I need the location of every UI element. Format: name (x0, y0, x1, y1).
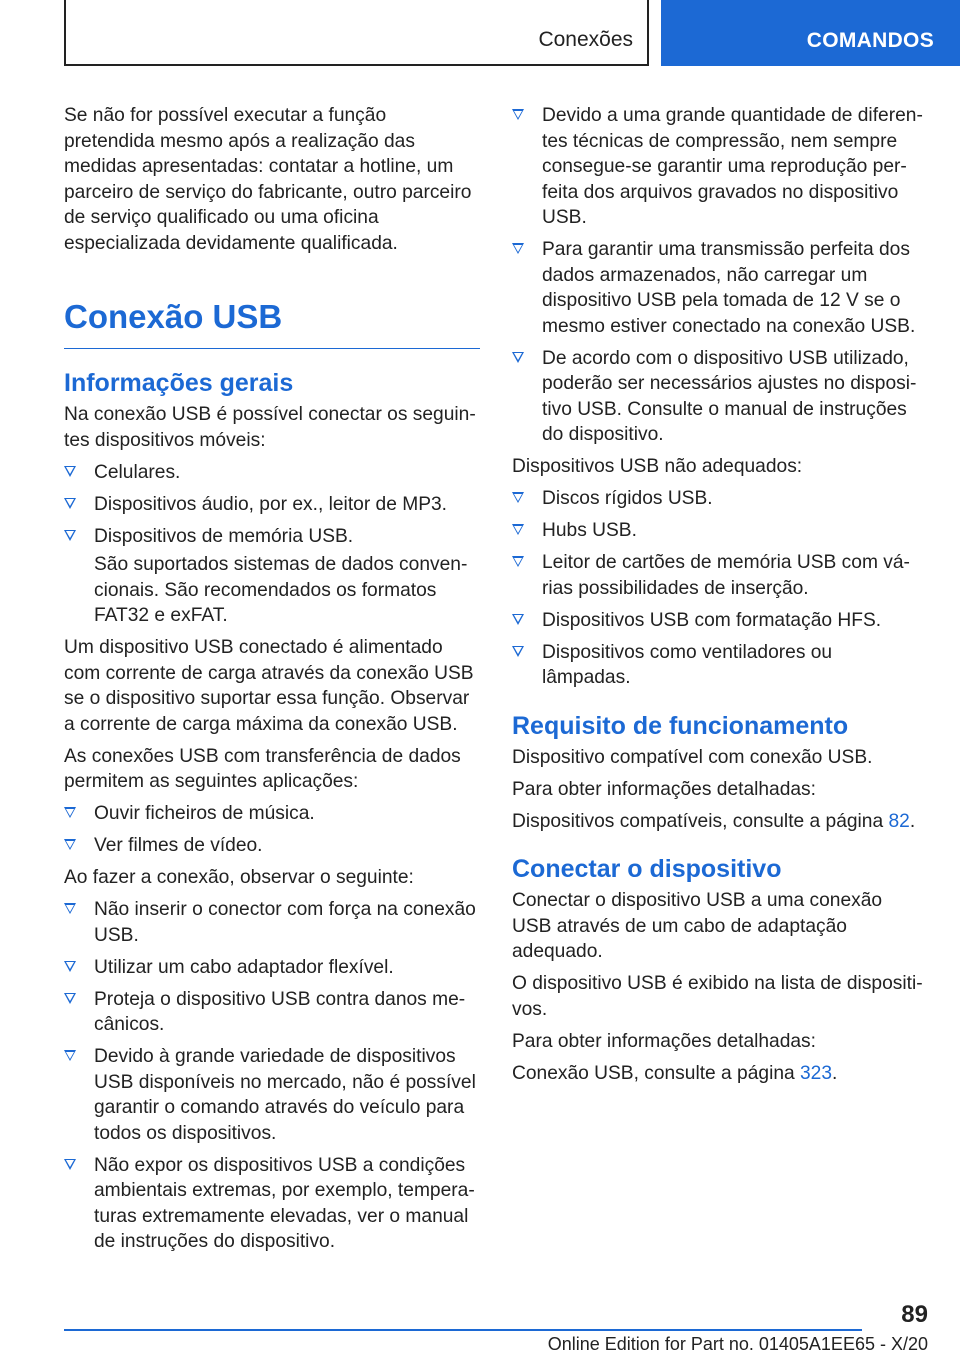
right-column (512, 103, 924, 1093)
paragraph: Para obter informações detalhadas: (512, 1030, 816, 1052)
bullet-triangle-icon (512, 492, 524, 503)
bullet-triangle-icon (64, 466, 76, 477)
bullet-triangle-icon (64, 498, 76, 509)
left-column (64, 103, 480, 1261)
paragraph: Ao fazer a conexão, observar o seguinte: (64, 867, 414, 888)
paragraph: As conexões USB com transferência de dados permitem as seguintes aplicações: (64, 745, 461, 792)
intro-paragraph: Se não for possível executar a função pretendida mesmo após a realização das medidas apresentadas: contatar a hotline, um parceiro de serviço do fabricante, outro parceiro de serviço qualificado ou uma oficina especializada devidamente qualificada. (64, 105, 472, 254)
bullet-triangle-icon (64, 993, 76, 1004)
section-heading-usb: Conexão USB (64, 297, 480, 349)
bullet-triangle-icon (512, 556, 524, 567)
header-section-title: Conexões (538, 28, 633, 51)
subheading-general-info: Informações gerais (64, 369, 294, 397)
page-link-323[interactable]: 323 (800, 1062, 833, 1084)
list-item: Leitor de cartões de memória USB com várias possibilidades de inserção. (512, 550, 924, 601)
list-item: De acordo com o dispositivo USB utilizado, poderão ser necessários ajustes no dispositivo USB. Consulte o manual de instruções do dispositivo. (512, 346, 924, 448)
list-item: Hubs USB. (512, 518, 924, 544)
list-item: Devido à grande variedade de dispositivos USB disponíveis no mercado, não é possível garantir o comando através do veículo para todos os dispositivos. (64, 1044, 480, 1146)
list-item: Discos rígidos USB. (512, 486, 924, 512)
subheading-connect-device: Conectar o dispositivo (512, 855, 782, 883)
list-item: Devido a uma grande quantidade de diferentes técnicas de compressão, nem sempre consegue-se garantir uma reprodução perfeita dos arquivos gravados no dispositivo USB. (512, 103, 924, 231)
paragraph: O dispositivo USB é exibido na lista de dispositivos. (512, 973, 923, 1020)
precaution-list-continued (512, 103, 924, 448)
list-item: Para garantir uma transmissão perfeita dos dados armazenados, não carregar um dispositivo USB pela tomada de 12 V se o mesmo estiver conectado na conexão USB. (512, 237, 924, 339)
paragraph-with-link: Conexão USB, consulte a página 323. (512, 1062, 838, 1084)
device-list (64, 460, 480, 550)
list-item: Dispositivos de memória USB. (64, 524, 480, 550)
bullet-triangle-icon (512, 646, 524, 657)
bullet-triangle-icon (512, 109, 524, 120)
footer-edition-text: Online Edition for Part no. 01405A1EE65 - X/20 (547, 1334, 928, 1354)
list-item: Ouvir ficheiros de música. (64, 801, 480, 827)
bullet-triangle-icon (64, 839, 76, 850)
bullet-triangle-icon (64, 807, 76, 818)
footer-divider (64, 1329, 862, 1331)
list-item: Proteja o dispositivo USB contra danos mecânicos. (64, 987, 480, 1038)
header-chapter-tab (661, 0, 960, 66)
header-chapter-title: COMANDOS (806, 29, 934, 52)
list-item: Celulares. (64, 460, 480, 486)
paragraph: Dispositivo compatível com conexão USB. (512, 746, 873, 768)
bullet-triangle-icon (64, 961, 76, 972)
bullet-triangle-icon (512, 524, 524, 535)
list-item-note: São suportados sistemas de dados convencionais. São recomendados os formatos FAT32 e exFAT. (94, 554, 468, 626)
list-item: Ver filmes de vídeo. (64, 833, 480, 859)
subheading-requirement: Requisito de funcionamento (512, 711, 849, 740)
paragraph: Na conexão USB é possível conectar os seguintes dispositivos móveis: (64, 404, 476, 451)
page-number: 89 (901, 1301, 928, 1328)
bullet-triangle-icon (512, 614, 524, 625)
list-item: Não inserir o conector com força na conexão USB. (64, 897, 480, 948)
list-item: Dispositivos áudio, por ex., leitor de MP3. (64, 492, 480, 518)
paragraph: Para obter informações detalhadas: (512, 778, 816, 800)
list-item: Dispositivos como ventiladores ou lâmpadas. (512, 640, 924, 691)
list-item: Dispositivos USB com formatação HFS. (512, 608, 924, 634)
bullet-triangle-icon (512, 352, 524, 363)
bullet-triangle-icon (64, 1050, 76, 1061)
page-link-82[interactable]: 82 (888, 810, 910, 832)
bullet-triangle-icon (64, 903, 76, 914)
bullet-triangle-icon (64, 1159, 76, 1170)
bullet-triangle-icon (64, 530, 76, 541)
paragraph: Dispositivos USB não adequados: (512, 456, 803, 477)
header-section-tab (64, 0, 649, 66)
precaution-list (64, 897, 480, 1255)
paragraph: Um dispositivo USB conectado é alimentado com corrente de carga através da conexão USB se o dispositivo suportar essa função. Observar a corrente de carga máxima da conexão USB. (64, 637, 474, 735)
unsuitable-device-list (512, 486, 924, 691)
paragraph: Conectar o dispositivo USB a uma conexão USB através de um cabo de adaptação adequado. (512, 890, 883, 962)
paragraph-with-link: Dispositivos compatíveis, consulte a página 82. (512, 810, 916, 832)
application-list (64, 801, 480, 859)
bullet-triangle-icon (512, 243, 524, 254)
list-item: Não expor os dispositivos USB a condições ambientais extremas, por exemplo, temperaturas extremamente elevadas, ver o manual de instruções do dispositivo. (64, 1153, 480, 1255)
list-item: Utilizar um cabo adaptador flexível. (64, 955, 480, 981)
